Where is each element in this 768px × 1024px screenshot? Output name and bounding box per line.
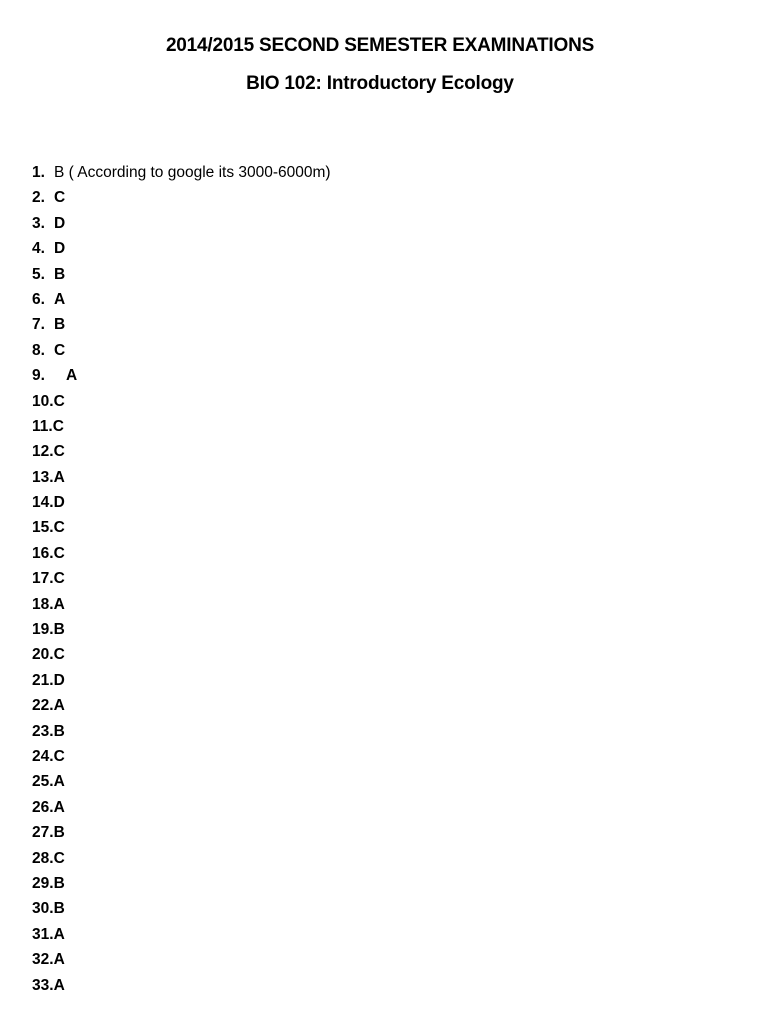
answer-number: 21. xyxy=(32,671,54,689)
answer-number: 7. xyxy=(32,316,45,334)
answer-letter: A xyxy=(53,697,65,715)
answer-number: 22. xyxy=(32,697,54,715)
answer-number: 15. xyxy=(32,519,54,537)
answer-item xyxy=(32,797,331,822)
answer-number: 33. xyxy=(32,976,54,994)
answer-item xyxy=(32,848,331,873)
answer-letter: B xyxy=(54,164,65,181)
answer-item xyxy=(32,340,331,365)
answer-letter: C xyxy=(53,544,65,562)
answer-item xyxy=(32,187,331,212)
answer-note: ( According to google its 3000-6000m) xyxy=(64,164,331,181)
answer-item xyxy=(32,746,331,771)
answer-item xyxy=(32,568,331,593)
answer-number: 17. xyxy=(32,570,54,588)
answer-item xyxy=(32,391,331,416)
answer-item xyxy=(32,416,331,441)
answer-letter: C xyxy=(53,570,65,588)
answer-number: 2. xyxy=(32,189,45,207)
answer-item xyxy=(32,467,331,492)
answer-letter: C xyxy=(53,443,65,461)
answer-number: 29. xyxy=(32,874,54,892)
answer-letter: C xyxy=(53,519,65,537)
answer-letter: C xyxy=(52,417,64,435)
answer-number: 10. xyxy=(32,392,54,410)
answer-number: 19. xyxy=(32,621,54,639)
answer-number: 25. xyxy=(32,773,54,791)
answer-number: 28. xyxy=(32,849,54,867)
answer-item xyxy=(32,365,331,390)
answer-number: 1. xyxy=(32,164,45,181)
answer-number: 31. xyxy=(32,925,54,943)
answer-letter: C xyxy=(53,747,65,765)
answer-number: 3. xyxy=(32,214,45,232)
answer-item xyxy=(32,264,331,289)
answer-letter: A xyxy=(54,290,66,308)
answer-number: 23. xyxy=(32,722,54,740)
answer-number: 32. xyxy=(32,951,54,969)
answer-letter: B xyxy=(53,621,65,639)
answer-number: 20. xyxy=(32,646,54,664)
answer-item xyxy=(32,949,331,974)
answer-letter: B xyxy=(53,722,65,740)
answer-item xyxy=(32,670,331,695)
answer-number: 4. xyxy=(32,240,45,258)
answer-letter: A xyxy=(53,925,65,943)
answer-letter: A xyxy=(66,367,78,385)
answer-item xyxy=(32,238,331,263)
answer-number: 16. xyxy=(32,544,54,562)
answer-number: 26. xyxy=(32,798,54,816)
answer-item xyxy=(32,441,331,466)
answer-number: 14. xyxy=(32,494,54,512)
answer-number: 24. xyxy=(32,747,54,765)
answer-letter: B xyxy=(54,265,66,283)
answer-letter: A xyxy=(53,976,65,994)
answer-number: 8. xyxy=(32,341,45,359)
answer-item xyxy=(32,873,331,898)
answer-letter: C xyxy=(54,341,66,359)
answer-number: 27. xyxy=(32,824,54,842)
answer-item xyxy=(32,517,331,542)
answer-number: 18. xyxy=(32,595,54,613)
answer-letter: A xyxy=(53,468,65,486)
answer-item xyxy=(32,289,331,314)
answer-letter: A xyxy=(53,595,65,613)
answer-number: 12. xyxy=(32,443,54,461)
answer-letter: C xyxy=(53,849,65,867)
answer-item xyxy=(32,594,331,619)
answer-letter: B xyxy=(53,874,65,892)
answer-number: 11. xyxy=(32,417,53,435)
answer-item xyxy=(32,822,331,847)
answer-letter: C xyxy=(53,646,65,664)
answer-letter: B xyxy=(54,316,66,334)
answer-item xyxy=(32,771,331,796)
answer-letter: A xyxy=(53,951,65,969)
answer-item xyxy=(32,543,331,568)
answer-letter: A xyxy=(53,773,65,791)
answer-item xyxy=(32,898,331,923)
answer-letter: B xyxy=(53,824,65,842)
answer-number: 9. xyxy=(32,367,45,385)
answer-item xyxy=(32,162,331,187)
answer-item xyxy=(32,924,331,949)
answer-letter: D xyxy=(54,240,66,258)
answer-item xyxy=(32,492,331,517)
answer-letter: C xyxy=(54,189,66,207)
course-title: BIO 102: Introductory Ecology xyxy=(246,73,514,94)
answer-number: 5. xyxy=(32,265,45,283)
answer-letter: D xyxy=(53,671,65,689)
answer-letter: D xyxy=(53,494,65,512)
answer-letter: A xyxy=(53,798,65,816)
answer-number: 13. xyxy=(32,468,54,486)
answer-item xyxy=(32,619,331,644)
answer-item xyxy=(32,721,331,746)
answer-letter: C xyxy=(53,392,65,410)
answer-item xyxy=(32,695,331,720)
answer-item xyxy=(32,644,331,669)
answer-list xyxy=(32,162,331,1000)
answer-item xyxy=(32,975,331,1000)
answer-item xyxy=(32,213,331,238)
exam-title: 2014/2015 SECOND SEMESTER EXAMINATIONS xyxy=(165,35,595,56)
answer-letter: B xyxy=(53,900,65,918)
answer-item xyxy=(32,314,331,339)
answer-number: 6. xyxy=(32,290,45,308)
answer-number: 30. xyxy=(32,900,54,918)
answer-letter: D xyxy=(54,214,66,232)
